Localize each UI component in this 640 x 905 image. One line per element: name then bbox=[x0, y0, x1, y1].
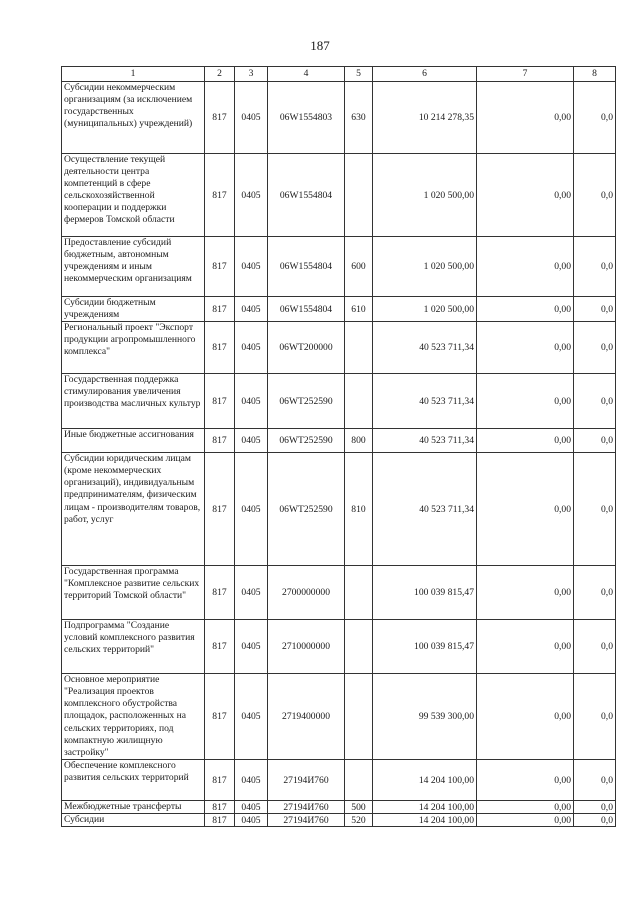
row-name: Основное мероприятие "Реализация проектов комплексного обустройства площадок, расположенных на сельских территориях, под компактную жилищную застройку" bbox=[62, 674, 205, 760]
target-article-code: 27194И760 bbox=[268, 760, 345, 801]
expense-type-code bbox=[345, 322, 373, 374]
ministry-code: 817 bbox=[205, 297, 235, 322]
expense-type-code bbox=[345, 566, 373, 620]
target-article-code: 06W1554803 bbox=[268, 82, 345, 154]
row-name: Субсидии bbox=[62, 814, 205, 827]
col7-cell: 0,00 bbox=[477, 620, 574, 674]
ministry-code: 817 bbox=[205, 674, 235, 760]
target-article-code: 2719400000 bbox=[268, 674, 345, 760]
col8-cell: 0,0 bbox=[574, 429, 616, 453]
header-cell: 2 bbox=[205, 67, 235, 82]
budget-table bbox=[61, 66, 616, 827]
amount-cell: 40 523 711,34 bbox=[373, 429, 477, 453]
target-article-code: 27194И760 bbox=[268, 814, 345, 827]
table-row bbox=[62, 814, 616, 827]
row-name: Межбюджетные трансферты bbox=[62, 801, 205, 814]
col7-cell: 0,00 bbox=[477, 429, 574, 453]
section-code: 0405 bbox=[235, 374, 268, 429]
amount-cell: 100 039 815,47 bbox=[373, 620, 477, 674]
section-code: 0405 bbox=[235, 297, 268, 322]
table-row bbox=[62, 374, 616, 429]
row-name: Государственная программа "Комплексное развитие сельских территорий Томской области" bbox=[62, 566, 205, 620]
section-code: 0405 bbox=[235, 814, 268, 827]
col8-cell: 0,0 bbox=[574, 154, 616, 237]
amount-cell: 40 523 711,34 bbox=[373, 374, 477, 429]
col7-cell: 0,00 bbox=[477, 237, 574, 297]
col7-cell: 0,00 bbox=[477, 760, 574, 801]
col8-cell: 0,0 bbox=[574, 322, 616, 374]
expense-type-code bbox=[345, 620, 373, 674]
col8-cell: 0,0 bbox=[574, 801, 616, 814]
page-number: 187 bbox=[310, 38, 330, 53]
col7-cell: 0,00 bbox=[477, 814, 574, 827]
expense-type-code: 630 bbox=[345, 82, 373, 154]
col8-cell: 0,0 bbox=[574, 620, 616, 674]
col8-cell: 0,0 bbox=[574, 82, 616, 154]
expense-type-code bbox=[345, 374, 373, 429]
target-article-code: 06W1554804 bbox=[268, 237, 345, 297]
col8-cell: 0,0 bbox=[574, 814, 616, 827]
row-name: Региональный проект "Экспорт продукции агропромышленного комплекса" bbox=[62, 322, 205, 374]
expense-type-code bbox=[345, 154, 373, 237]
amount-cell: 1 020 500,00 bbox=[373, 154, 477, 237]
expense-type-code: 520 bbox=[345, 814, 373, 827]
section-code: 0405 bbox=[235, 237, 268, 297]
expense-type-code: 600 bbox=[345, 237, 373, 297]
section-code: 0405 bbox=[235, 453, 268, 566]
table-row bbox=[62, 801, 616, 814]
ministry-code: 817 bbox=[205, 82, 235, 154]
header-cell: 5 bbox=[345, 67, 373, 82]
section-code: 0405 bbox=[235, 566, 268, 620]
ministry-code: 817 bbox=[205, 374, 235, 429]
header-cell: 8 bbox=[574, 67, 616, 82]
amount-cell: 40 523 711,34 bbox=[373, 322, 477, 374]
amount-cell: 10 214 278,35 bbox=[373, 82, 477, 154]
row-name: Обеспечение комплексного развития сельских территорий bbox=[62, 760, 205, 801]
target-article-code: 06W1554804 bbox=[268, 297, 345, 322]
ministry-code: 817 bbox=[205, 429, 235, 453]
row-name: Иные бюджетные ассигнования bbox=[62, 429, 205, 453]
header-cell: 6 bbox=[373, 67, 477, 82]
section-code: 0405 bbox=[235, 674, 268, 760]
amount-cell: 40 523 711,34 bbox=[373, 453, 477, 566]
header-cell: 4 bbox=[268, 67, 345, 82]
col8-cell: 0,0 bbox=[574, 566, 616, 620]
header-cell: 1 bbox=[62, 67, 205, 82]
header-row bbox=[62, 67, 616, 82]
table-row bbox=[62, 429, 616, 453]
amount-cell: 1 020 500,00 bbox=[373, 237, 477, 297]
target-article-code: 27194И760 bbox=[268, 801, 345, 814]
col7-cell: 0,00 bbox=[477, 374, 574, 429]
row-name: Государственная поддержка стимулирования увеличения производства масличных культур bbox=[62, 374, 205, 429]
ministry-code: 817 bbox=[205, 760, 235, 801]
row-name: Предоставление субсидий бюджетным, автономным учреждениям и иным некоммерческим организациям bbox=[62, 237, 205, 297]
target-article-code: 2700000000 bbox=[268, 566, 345, 620]
ministry-code: 817 bbox=[205, 453, 235, 566]
amount-cell: 14 204 100,00 bbox=[373, 814, 477, 827]
col7-cell: 0,00 bbox=[477, 566, 574, 620]
table-row bbox=[62, 760, 616, 801]
col7-cell: 0,00 bbox=[477, 82, 574, 154]
ministry-code: 817 bbox=[205, 237, 235, 297]
section-code: 0405 bbox=[235, 620, 268, 674]
ministry-code: 817 bbox=[205, 801, 235, 814]
table-row bbox=[62, 453, 616, 566]
target-article-code: 06WT252590 bbox=[268, 429, 345, 453]
col7-cell: 0,00 bbox=[477, 154, 574, 237]
col8-cell: 0,0 bbox=[574, 760, 616, 801]
section-code: 0405 bbox=[235, 82, 268, 154]
ministry-code: 817 bbox=[205, 566, 235, 620]
expense-type-code: 610 bbox=[345, 297, 373, 322]
amount-cell: 99 539 300,00 bbox=[373, 674, 477, 760]
table-row bbox=[62, 674, 616, 760]
ministry-code: 817 bbox=[205, 814, 235, 827]
header-cell: 3 bbox=[235, 67, 268, 82]
col7-cell: 0,00 bbox=[477, 453, 574, 566]
row-name: Субсидии юридическим лицам (кроме некоммерческих организаций), индивидуальным предпринимателям, физическим лицам - производителям товаров, работ, услуг bbox=[62, 453, 205, 566]
target-article-code: 2710000000 bbox=[268, 620, 345, 674]
target-article-code: 06WT200000 bbox=[268, 322, 345, 374]
amount-cell: 14 204 100,00 bbox=[373, 760, 477, 801]
ministry-code: 817 bbox=[205, 322, 235, 374]
target-article-code: 06WT252590 bbox=[268, 453, 345, 566]
col7-cell: 0,00 bbox=[477, 801, 574, 814]
table-row bbox=[62, 237, 616, 297]
table-row bbox=[62, 566, 616, 620]
header-cell: 7 bbox=[477, 67, 574, 82]
section-code: 0405 bbox=[235, 154, 268, 237]
target-article-code: 06WT252590 bbox=[268, 374, 345, 429]
col7-cell: 0,00 bbox=[477, 322, 574, 374]
table-row bbox=[62, 620, 616, 674]
col7-cell: 0,00 bbox=[477, 297, 574, 322]
row-name: Подпрограмма "Создание условий комплексного развития сельских территорий" bbox=[62, 620, 205, 674]
col8-cell: 0,0 bbox=[574, 453, 616, 566]
table-row bbox=[62, 82, 616, 154]
ministry-code: 817 bbox=[205, 620, 235, 674]
amount-cell: 1 020 500,00 bbox=[373, 297, 477, 322]
row-name: Осуществление текущей деятельности центра компетенций в сфере сельскохозяйственной кооперации и поддержки фермеров Томской области bbox=[62, 154, 205, 237]
col8-cell: 0,0 bbox=[574, 237, 616, 297]
table-body bbox=[62, 82, 616, 827]
expense-type-code: 810 bbox=[345, 453, 373, 566]
target-article-code: 06W1554804 bbox=[268, 154, 345, 237]
ministry-code: 817 bbox=[205, 154, 235, 237]
expense-type-code bbox=[345, 760, 373, 801]
table-row bbox=[62, 322, 616, 374]
table-row bbox=[62, 297, 616, 322]
expense-type-code: 800 bbox=[345, 429, 373, 453]
section-code: 0405 bbox=[235, 322, 268, 374]
amount-cell: 100 039 815,47 bbox=[373, 566, 477, 620]
row-name: Субсидии некоммерческим организациям (за исключением государственных (муниципальных) учреждений) bbox=[62, 82, 205, 154]
section-code: 0405 bbox=[235, 429, 268, 453]
row-name: Субсидии бюджетным учреждениям bbox=[62, 297, 205, 322]
col8-cell: 0,0 bbox=[574, 674, 616, 760]
expense-type-code bbox=[345, 674, 373, 760]
amount-cell: 14 204 100,00 bbox=[373, 801, 477, 814]
col8-cell: 0,0 bbox=[574, 374, 616, 429]
section-code: 0405 bbox=[235, 801, 268, 814]
section-code: 0405 bbox=[235, 760, 268, 801]
table-row bbox=[62, 154, 616, 237]
expense-type-code: 500 bbox=[345, 801, 373, 814]
col8-cell: 0,0 bbox=[574, 297, 616, 322]
col7-cell: 0,00 bbox=[477, 674, 574, 760]
